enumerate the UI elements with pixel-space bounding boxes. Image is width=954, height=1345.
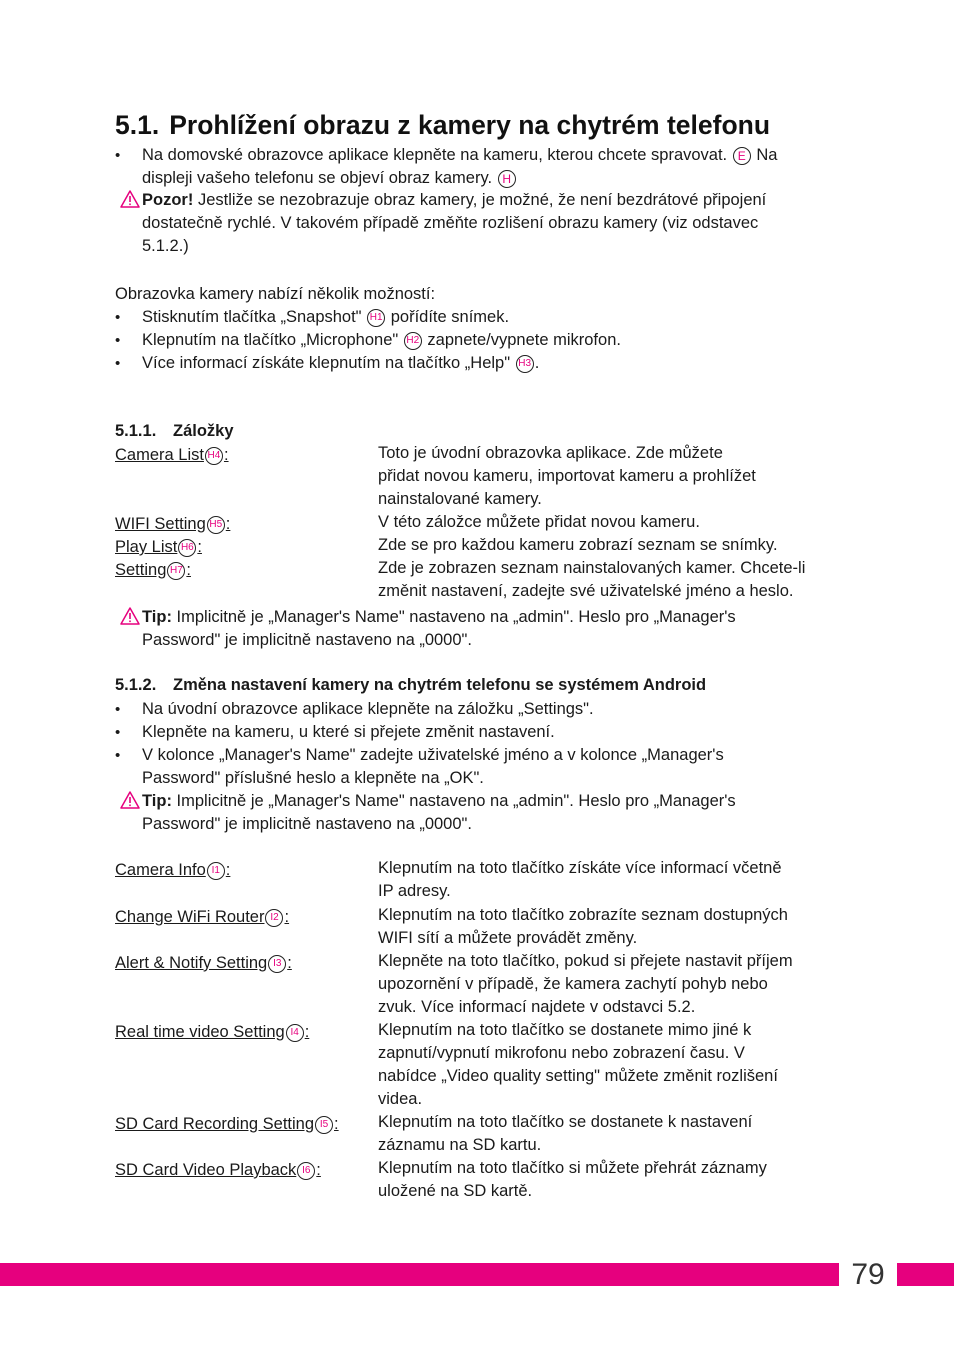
android-tip-line-2: Password" je implicitně nastaveno na „0000". [142, 815, 472, 833]
def-alert-notify: Klepněte na toto tlačítko, pokud si přejete nastavit příjem upozornění v případě, že kamera zachytí pohyb nebo zvuk. Více informací najdete v odstavci 5.2. [378, 952, 793, 1016]
android-step-3b: Password" příslušné heslo a klepněte na „OK". [142, 769, 484, 787]
def-sd-recording: Klepnutím na toto tlačítko se dostanete k nastavení záznamu na SD kartu. [378, 1113, 753, 1154]
badge-h6-icon: H6 [178, 539, 196, 557]
subsection-tabs-heading: 5.1.1. Záložky [115, 422, 234, 440]
option-help: Více informací získáte klepnutím na tlačítko „Help" H3 . [142, 354, 540, 372]
def-change-wifi-router: Klepnutím na toto tlačítko zobrazíte seznam dostupných WIFI sítí a můžete provádět změny. [378, 906, 788, 947]
term-play-list: Play List H6 : [115, 538, 202, 556]
bullet-marker: • [115, 724, 121, 741]
def-camera-list: Toto je úvodní obrazovka aplikace. Zde můžete přidat novou kameru, importovat kameru a prohlížet nainstalované kamery. [378, 444, 756, 508]
options-lead: Obrazovka kamery nabízí několik možností: [115, 285, 436, 303]
badge-i6-icon: I6 [297, 1162, 315, 1180]
term-camera-list: Camera List H4 : [115, 446, 229, 464]
bullet-marker: • [115, 147, 121, 164]
bullet-marker: • [115, 747, 121, 764]
section-number: 5.1. [115, 110, 160, 140]
intro-line-2: displeji vašeho telefonu se objeví obraz kamery. H [142, 168, 517, 188]
bullet-marker: • [115, 355, 121, 372]
footer-bar [0, 1263, 954, 1286]
def-play-list: Zde se pro každou kameru zobrazí seznam se snímky. [378, 536, 778, 554]
badge-h5-icon: H5 [207, 516, 225, 534]
term-setting: Setting H7 : [115, 561, 191, 579]
page-number: 79 [837, 1257, 899, 1292]
badge-e-icon: E [733, 147, 751, 165]
section-title: Prohlížení obrazu z kamery na chytrém telefonu [169, 110, 771, 140]
badge-i5-icon: I5 [315, 1116, 333, 1134]
badge-h7-icon: H7 [167, 562, 185, 580]
subsection-android-heading: 5.1.2. Změna nastavení kamery na chytrém telefonu se systémem Android [115, 676, 707, 694]
android-step-1: Na úvodní obrazovce aplikace klepněte na záložku „Settings". [142, 700, 594, 718]
badge-i3-icon: I3 [268, 955, 286, 973]
option-microphone: Klepnutím na tlačítko „Microphone" H2 zapnete/vypnete mikrofon. [142, 331, 621, 349]
def-sd-playback: Klepnutím na toto tlačítko si můžete přehrát záznamy uložené na SD kartě. [378, 1159, 767, 1200]
warning-line-2: dostatečně rychlé. V takovém případě změňte rozlišení obrazu kamery (viz odstavec [142, 214, 759, 232]
warning-icon [120, 607, 140, 625]
badge-h4-icon: H4 [205, 447, 223, 465]
badge-i2-icon: I2 [265, 909, 283, 927]
bullet-marker: • [115, 309, 121, 326]
android-step-2: Klepněte na kameru, u které si přejete změnit nastavení. [142, 723, 555, 741]
badge-i1-icon: I1 [207, 862, 225, 880]
term-camera-info: Camera Info I1 : [115, 861, 231, 879]
term-change-wifi-router: Change WiFi Router I2 : [115, 908, 290, 926]
term-alert-notify: Alert & Notify Setting I3 : [115, 954, 292, 972]
option-snapshot: Stisknutím tlačítka „Snapshot" H1 pořídíte snímek. [142, 308, 510, 326]
badge-h3-icon: H3 [516, 355, 534, 373]
badge-i4-icon: I4 [286, 1024, 304, 1042]
def-wifi-setting: V této záložce můžete přidat novou kameru. [378, 513, 700, 531]
term-sd-playback: SD Card Video Playback I6 : [115, 1161, 321, 1179]
def-real-time-video: Klepnutím na toto tlačítko se dostanete mimo jiné k zapnutí/vypnutí mikrofonu nebo zobrazení času. V nabídce „Video quality setting" můžete změnit rozlišení videa. [378, 1021, 778, 1108]
warning-line-3: 5.1.2.) [142, 237, 189, 255]
tip-line-2: Password" je implicitně nastaveno na „0000". [142, 631, 472, 649]
term-wifi-setting: WIFI Setting H5 : [115, 515, 231, 533]
intro-line-1: Na domovské obrazovce aplikace klepněte na kameru, kterou chcete spravovat. E Na [142, 146, 778, 164]
bullet-marker: • [115, 332, 121, 349]
badge-h1-icon: H1 [367, 309, 385, 327]
warning-icon [120, 791, 140, 809]
warning-line-1: Pozor! Jestliže se nezobrazuje obraz kamery, je možné, že není bezdrátové připojení [142, 191, 767, 209]
section-heading [115, 110, 770, 141]
badge-h-icon: H [498, 170, 516, 188]
term-real-time-video: Real time video Setting I4 : [115, 1023, 310, 1041]
android-step-3a: V kolonce „Manager's Name" zadejte uživatelské jméno a v kolonce „Manager's [142, 746, 724, 764]
badge-h2-icon: H2 [404, 332, 422, 350]
def-setting: Zde je zobrazen seznam nainstalovaných kamer. Chcete-li změnit nastavení, zadejte své uživatelské jméno a heslo. [378, 559, 806, 600]
tip-line-1: Tip: Implicitně je „Manager's Name" nastaveno na „admin". Heslo pro „Manager's [142, 608, 736, 626]
android-tip-line-1: Tip: Implicitně je „Manager's Name" nastaveno na „admin". Heslo pro „Manager's [142, 792, 736, 810]
def-camera-info: Klepnutím na toto tlačítko získáte více informací včetně IP adresy. [378, 859, 782, 900]
bullet-marker: • [115, 701, 121, 718]
term-sd-recording: SD Card Recording Setting I5 : [115, 1115, 339, 1133]
warning-icon [120, 190, 140, 208]
